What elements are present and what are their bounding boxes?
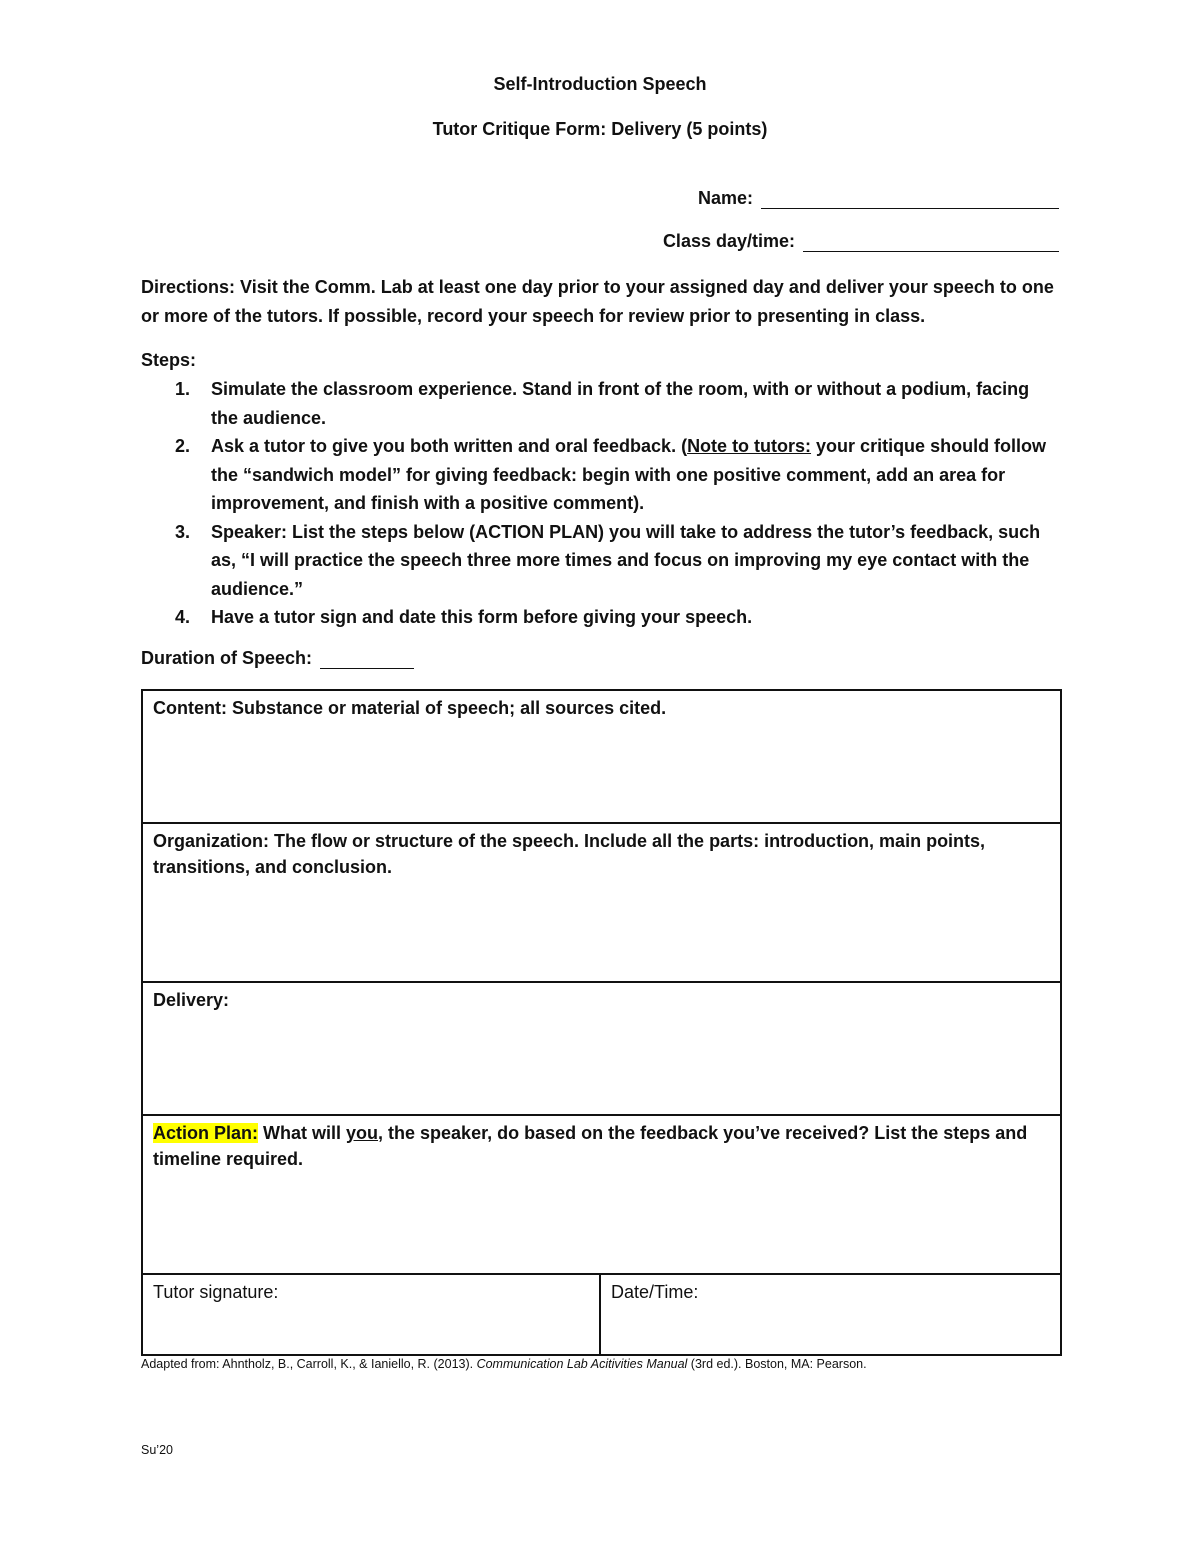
step-text-pre: Ask a tutor to give you both written and oral feedback. ( <box>211 436 688 456</box>
list-item <box>141 518 1061 604</box>
name-label: Name: <box>697 188 753 208</box>
tutor-signature-cell[interactable] <box>142 1274 600 1355</box>
credit-text-post: (3rd ed.). Boston, MA: Pearson. <box>687 1357 867 1371</box>
action-plan-cell[interactable] <box>142 1115 1061 1274</box>
step-number: 2. <box>175 436 191 456</box>
duration-label: Duration of Speech: <box>141 648 313 668</box>
class-blank-line[interactable] <box>803 233 1059 252</box>
critique-table <box>141 689 1062 1356</box>
step-text-post: your critique should follow the “sandwich model” for giving feedback: begin with one positive comment, add an area for improvement, and finish with a positive comment). <box>211 436 1047 513</box>
tutor-signature-label: Tutor signature: <box>153 1282 279 1302</box>
duration-field <box>141 648 414 669</box>
credit-text-pre: Adapted from: Ahntholz, B., Carroll, K., & Ianiello, R. (2013). <box>141 1357 477 1371</box>
delivery-label: Delivery: <box>153 990 230 1010</box>
content-label: Content: Substance or material of speech; all sources cited. <box>153 698 667 718</box>
delivery-cell[interactable] <box>142 982 1061 1115</box>
step-text: Speaker: List the steps below (ACTION PLAN) you will take to address the tutor’s feedback, such as, “I will practice the speech three more times and focus on improving my eye contact with the audience.” <box>211 521 1041 599</box>
steps-heading: Steps: <box>141 350 197 370</box>
source-credit <box>141 1357 867 1371</box>
page-footer: Su’20 <box>141 1443 173 1457</box>
step-text: Simulate the classroom experience. Stand in front of the room, with or without a podium, facing the audience. <box>211 379 1030 428</box>
content-cell[interactable] <box>142 690 1061 823</box>
name-blank-line[interactable] <box>761 190 1059 209</box>
steps-list <box>141 375 1061 632</box>
date-time-cell[interactable] <box>600 1274 1061 1355</box>
class-field <box>663 231 1059 252</box>
page-subtitle: Tutor Critique Form: Delivery (5 points) <box>432 119 768 139</box>
step-number: 3. <box>175 521 191 542</box>
action-plan-you: you <box>346 1123 379 1143</box>
organization-label: Organization: The flow or structure of the speech. Include all the parts: introduction, main points, transitions, and conclusion. <box>153 831 986 877</box>
action-plan-highlight: Action Plan: <box>153 1123 259 1143</box>
class-label: Class day/time: <box>662 231 795 251</box>
organization-cell[interactable] <box>142 823 1061 982</box>
credit-book-title: Communication Lab Acitivities Manual <box>476 1357 688 1371</box>
list-item <box>141 375 1061 432</box>
step-number: 1. <box>175 379 191 399</box>
note-to-tutors: Note to tutors: <box>687 436 812 456</box>
name-field <box>698 188 1059 209</box>
step-number: 4. <box>175 607 191 627</box>
list-item <box>141 432 1061 518</box>
list-item <box>141 603 1061 632</box>
directions: Directions: Visit the Comm. Lab at least one day prior to your assigned day and deliver your speech to one or more of the tutors. If possible, record your speech for review prior to presenting in class. <box>141 277 1054 326</box>
page-title: Self-Introduction Speech <box>493 74 707 94</box>
date-time-label: Date/Time: <box>611 1282 699 1302</box>
action-plan-text-pre: What will <box>258 1123 347 1143</box>
step-text: Have a tutor sign and date this form before giving your speech. <box>211 607 753 627</box>
action-plan-text-post: , the speaker, do based on the feedback you’ve received? List the steps and timeline required. <box>153 1123 1028 1169</box>
duration-blank-line[interactable] <box>320 650 414 669</box>
